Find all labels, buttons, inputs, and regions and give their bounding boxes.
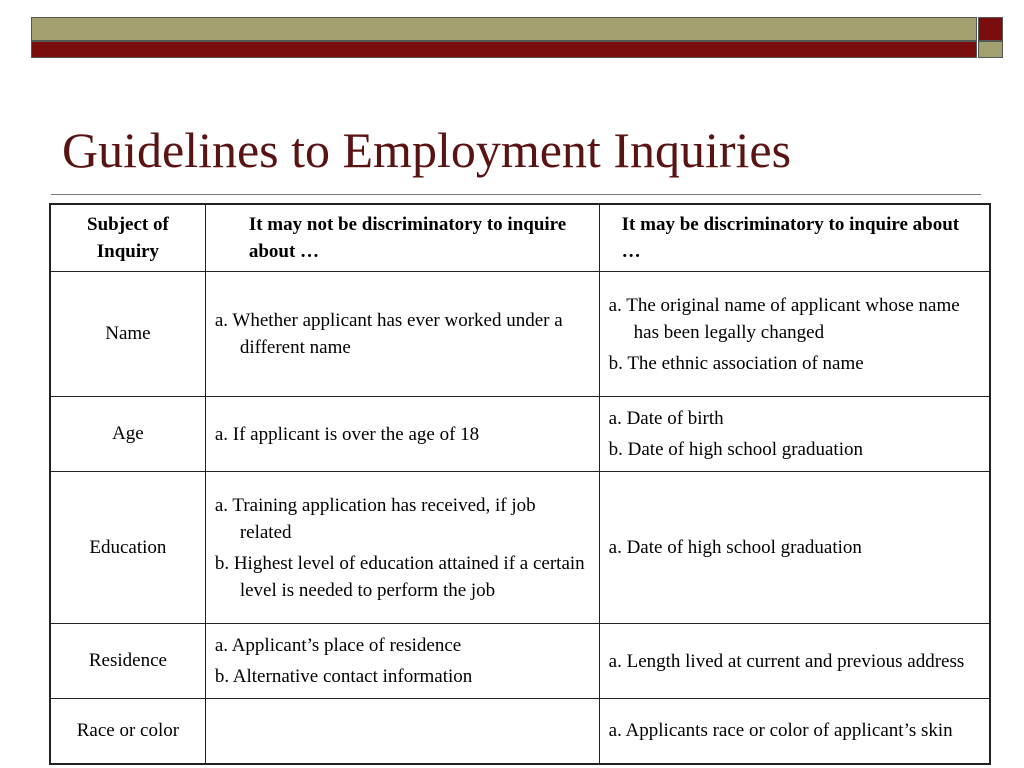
allowed-cell <box>205 699 599 764</box>
discriminatory-cell <box>599 624 990 699</box>
title-divider <box>51 194 981 195</box>
subject-cell: Education <box>50 472 205 624</box>
header-square-olive <box>978 41 1003 58</box>
discriminatory-cell <box>599 699 990 764</box>
list-item: b. Alternative contact information <box>214 666 473 687</box>
inquiry-table <box>49 203 991 765</box>
list-item: a. Applicant’s place of residence <box>214 635 462 656</box>
header-bar-olive <box>31 17 977 41</box>
header-bar-maroon <box>31 41 977 58</box>
list-item: a. Training application has received, if job related <box>214 494 536 543</box>
list-item: a. Date of birth <box>608 408 724 429</box>
allowed-cell <box>205 272 599 397</box>
allowed-cell <box>205 624 599 699</box>
list-item: b. Highest level of education attained if a certain level is needed to perform the job <box>214 552 585 601</box>
subject-cell: Race or color <box>50 699 205 764</box>
list-item: a. If applicant is over the age of 18 <box>214 423 480 445</box>
list-item: b. Date of high school graduation <box>608 439 863 460</box>
header-subject: Subject of Inquiry <box>50 204 205 272</box>
table-row <box>50 472 990 624</box>
allowed-cell <box>205 472 599 624</box>
table-row <box>50 397 990 472</box>
discriminatory-cell <box>599 472 990 624</box>
table-row <box>50 272 990 397</box>
table-header-row <box>50 204 990 272</box>
list-item: a. The original name of applicant whose name has been legally changed <box>608 294 960 343</box>
table-row <box>50 699 990 764</box>
list-item: a. Length lived at current and previous address <box>608 650 965 672</box>
list-item: b. The ethnic association of name <box>608 352 864 374</box>
list-item: a. Whether applicant has ever worked under a different name <box>214 310 563 358</box>
subject-cell: Residence <box>50 624 205 699</box>
allowed-cell <box>205 397 599 472</box>
discriminatory-cell <box>599 397 990 472</box>
header-discriminatory: It may be discriminatory to inquire about … <box>599 204 990 272</box>
subject-cell: Age <box>50 397 205 472</box>
slide-title: Guidelines to Employment Inquiries <box>62 122 792 178</box>
list-item: a. Applicants race or color of applicant’s skin <box>608 720 953 742</box>
subject-cell: Name <box>50 272 205 397</box>
table-row <box>50 624 990 699</box>
discriminatory-cell <box>599 272 990 397</box>
header-square-maroon <box>978 17 1003 41</box>
header-not-discriminatory: It may not be discriminatory to inquire about … <box>205 204 599 272</box>
list-item: a. Date of high school graduation <box>608 537 862 558</box>
